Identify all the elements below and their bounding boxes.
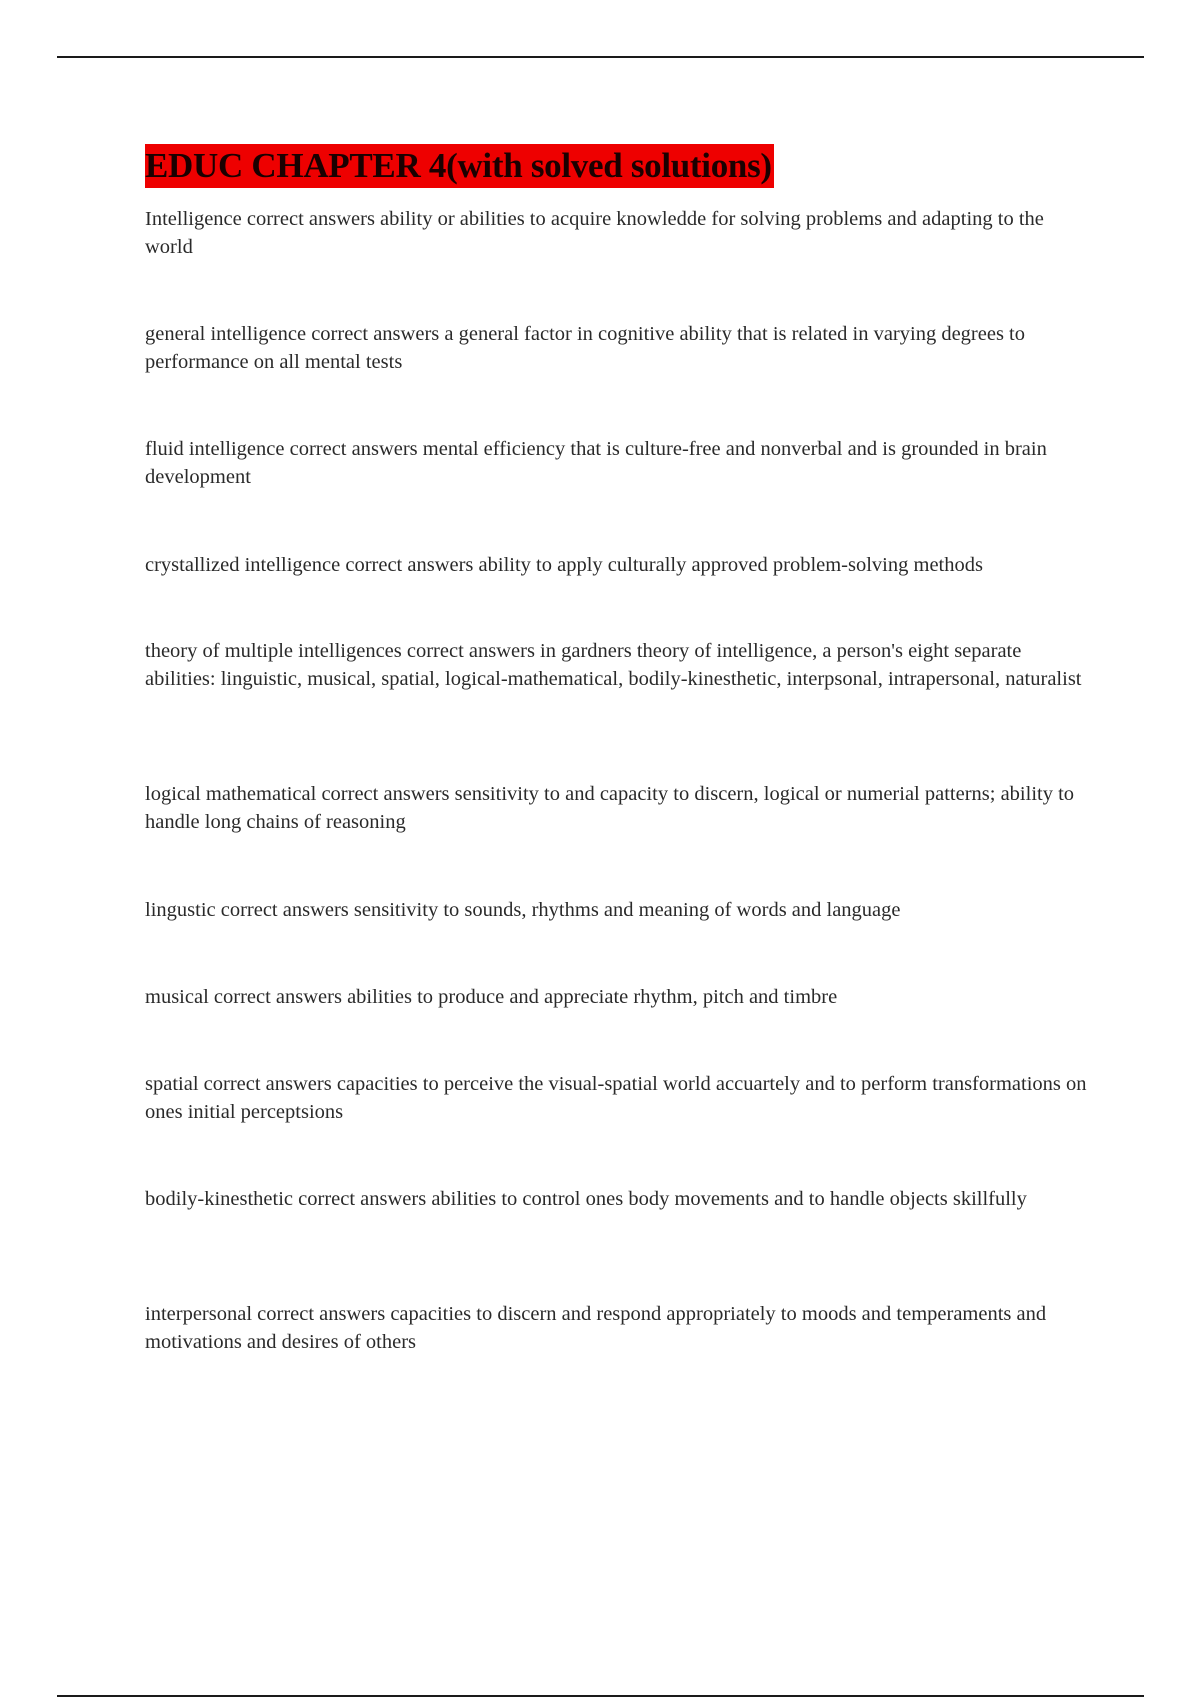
document-title: EDUC CHAPTER 4(with solved solutions) bbox=[145, 144, 774, 188]
entry-crystallized-intelligence: crystallized intelligence correct answers ability to apply culturally approved problem-solving methods bbox=[145, 554, 983, 576]
footer-rule bbox=[57, 1695, 1144, 1697]
entry-multiple-intelligences: theory of multiple intelligences correct answers in gardners theory of intelligence, a person's eight separate abilities: linguistic, musical, spatial, logical-mathematical, bodily-kinesthetic, interpsonal, intrapersonal, naturalist bbox=[145, 640, 1082, 690]
entry-logical-mathematical: logical mathematical correct answers sensitivity to and capacity to discern, logical or numerial patterns; ability to handle long chains of reasoning bbox=[145, 783, 1075, 833]
entry-spatial: spatial correct answers capacities to perceive the visual-spatial world accuartely and to perform transformations on ones initial perceptsions bbox=[145, 1073, 1087, 1123]
entry-interpersonal: interpersonal correct answers capacities to discern and respond appropriately to moods and temperaments and motivations and desires of others bbox=[145, 1303, 1047, 1353]
entry-musical: musical correct answers abilities to produce and appreciate rhythm, pitch and timbre bbox=[145, 986, 838, 1008]
entry-linguistic: lingustic correct answers sensitivity to sounds, rhythms and meaning of words and language bbox=[145, 899, 901, 921]
title-container bbox=[145, 144, 774, 188]
header-rule bbox=[57, 56, 1144, 58]
entry-general-intelligence: general intelligence correct answers a general factor in cognitive ability that is related in varying degrees to performance on all mental tests bbox=[145, 323, 1025, 373]
entry-bodily-kinesthetic: bodily-kinesthetic correct answers abilities to control ones body movements and to handle objects skillfully bbox=[145, 1188, 1027, 1210]
entry-fluid-intelligence: fluid intelligence correct answers mental efficiency that is culture-free and nonverbal and is grounded in brain development bbox=[145, 438, 1047, 488]
entry-intelligence: Intelligence correct answers ability or abilities to acquire knowledde for solving problems and adapting to the world bbox=[145, 208, 1044, 258]
